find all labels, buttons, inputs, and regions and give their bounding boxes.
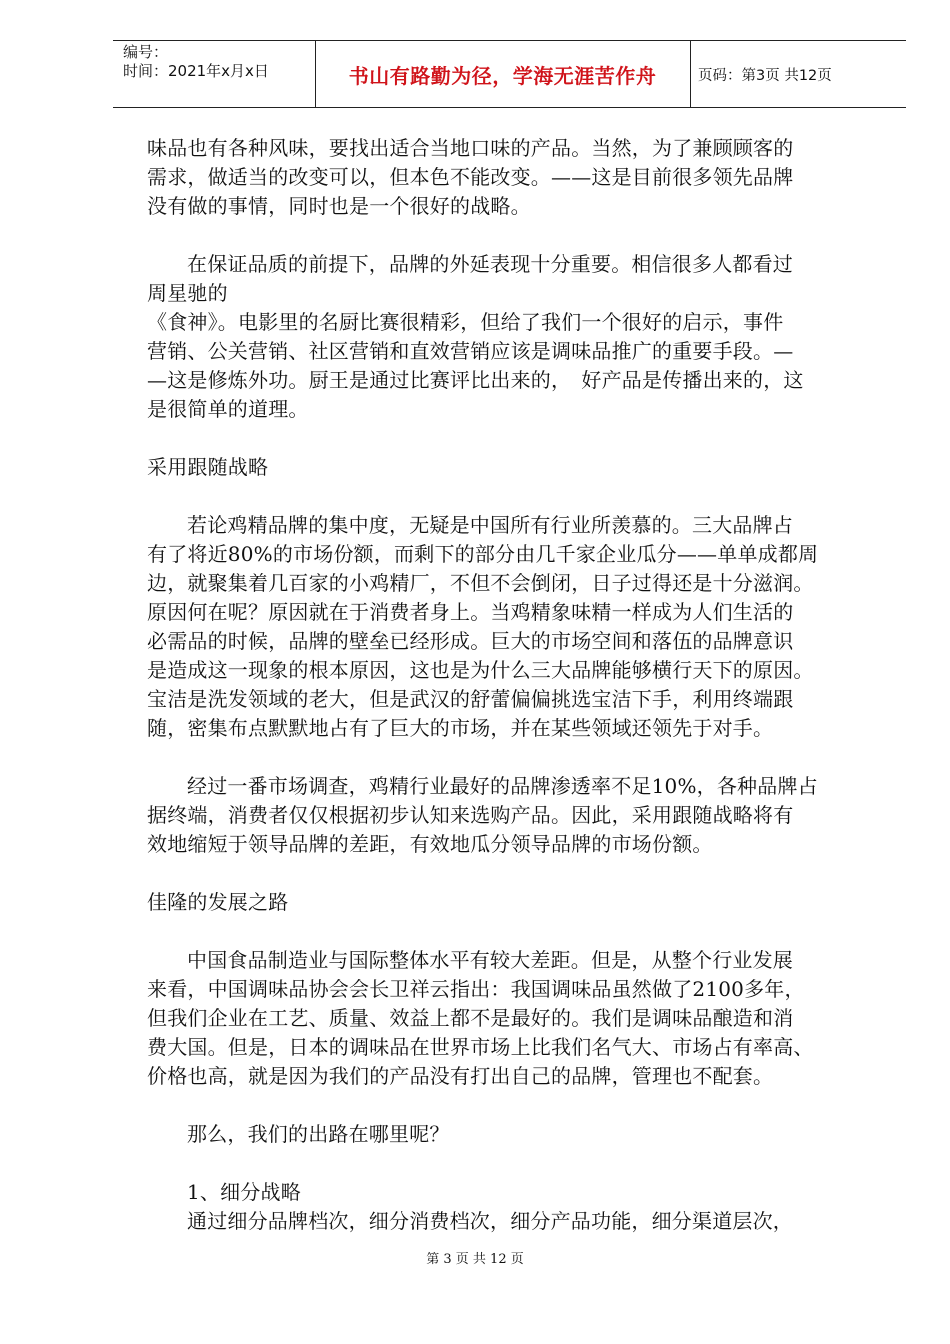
document-body	[147, 134, 867, 1236]
text-line: 周星驰的	[147, 281, 228, 305]
section-heading-follow-strategy: 采用跟随战略	[147, 455, 269, 479]
text-line: 通过细分品牌档次，细分消费档次，细分产品功能，细分渠道层次，	[187, 1209, 793, 1233]
text-line: 若论鸡精品牌的集中度，无疑是中国所有行业所羡慕的。三大品牌占	[187, 513, 793, 537]
header-page-info: 页码：第3页 共12页	[698, 68, 832, 84]
doc-time-label: 时间：2021年x月x日	[123, 62, 269, 80]
text-line: 《食神》。电影里的名厨比赛很精彩，但给了我们一个很好的启示，事件	[147, 310, 784, 334]
paragraph-6: 那么，我们的出路在哪里呢？	[187, 1122, 450, 1146]
paragraph-1	[147, 134, 867, 221]
text-line: 来看，中国调味品协会会长卫祥云指出：我国调味品虽然做了2100多年，	[147, 977, 805, 1001]
paragraph-4	[147, 772, 867, 859]
text-line: 没有做的事情，同时也是一个很好的战略。	[147, 194, 531, 218]
text-line: 必需品的时候，品牌的壁垒已经形成。巨大的市场空间和落伍的品牌意识	[147, 629, 794, 653]
text-line: 需求，做适当的改变可以，但本色不能改变。——这是目前很多领先品牌	[147, 165, 794, 189]
paragraph-7	[147, 1178, 867, 1236]
doc-number-label: 编号：	[123, 43, 169, 61]
text-line: 营销、公关营销、社区营销和直效营销应该是调味品推广的重要手段。—	[147, 339, 794, 363]
text-line: 但我们企业在工艺、质量、效益上都不是最好的。我们是调味品酿造和消	[147, 1006, 794, 1030]
text-line: 有了将近80%的市场份额，而剩下的部分由几千家企业瓜分——单单成都周	[147, 542, 819, 566]
text-line: 原因何在呢？原因就在于消费者身上。当鸡精象味精一样成为人们生活的	[147, 600, 794, 624]
text-line: 中国食品制造业与国际整体水平有较大差距。但是，从整个行业发展	[187, 948, 793, 972]
header-bottom-rule	[113, 107, 906, 108]
text-line: 效地缩短于领导品牌的差距，有效地瓜分领导品牌的市场份额。	[147, 832, 713, 856]
paragraph-5	[147, 946, 867, 1091]
section-heading-jialong: 佳隆的发展之路	[147, 890, 289, 914]
text-line: 经过一番市场调查，鸡精行业最好的品牌渗透率不足10%，各种品牌占	[187, 774, 818, 798]
text-line: 价格也高，就是因为我们的产品没有打出自己的品牌，管理也不配套。	[147, 1064, 774, 1088]
text-line: 边，就聚集着几百家的小鸡精厂，不但不会倒闭，日子过得还是十分滋润。	[147, 571, 814, 595]
text-line: 是造成这一现象的根本原因，这也是为什么三大品牌能够横行天下的原因。	[147, 658, 814, 682]
text-line: 是很简单的道理。	[147, 397, 309, 421]
header-top-rule	[113, 40, 906, 41]
text-line: 随，密集布点默默地占有了巨大的市场，并在某些领域还领先于对手。	[147, 716, 774, 740]
text-line: 在保证品质的前提下，品牌的外延表现十分重要。相信很多人都看过	[187, 252, 793, 276]
header-divider-2	[690, 40, 691, 107]
text-line: —这是修炼外功。厨王是通过比赛评比出来的， 好产品是传播出来的，这	[147, 368, 804, 392]
text-line: 据终端，消费者仅仅根据初步认知来选购产品。因此，采用跟随战略将有	[147, 803, 794, 827]
subsection-heading: 1、细分战略	[187, 1180, 301, 1204]
paragraph-2	[147, 250, 867, 424]
text-line: 费大国。但是，日本的调味品在世界市场上比我们名气大、市场占有率高、	[147, 1035, 814, 1059]
header-meta	[123, 43, 269, 81]
text-line: 味品也有各种风味，要找出适合当地口味的产品。当然，为了兼顾顾客的	[147, 136, 794, 160]
paragraph-3	[147, 511, 867, 743]
header-motto: 书山有路勤为径，学海无涯苦作舟	[348, 64, 657, 88]
text-line: 宝洁是洗发领域的老大，但是武汉的舒蕾偏偏挑选宝洁下手，利用终端跟	[147, 687, 794, 711]
page-footer: 第 3 页 共 12 页	[426, 1252, 524, 1267]
